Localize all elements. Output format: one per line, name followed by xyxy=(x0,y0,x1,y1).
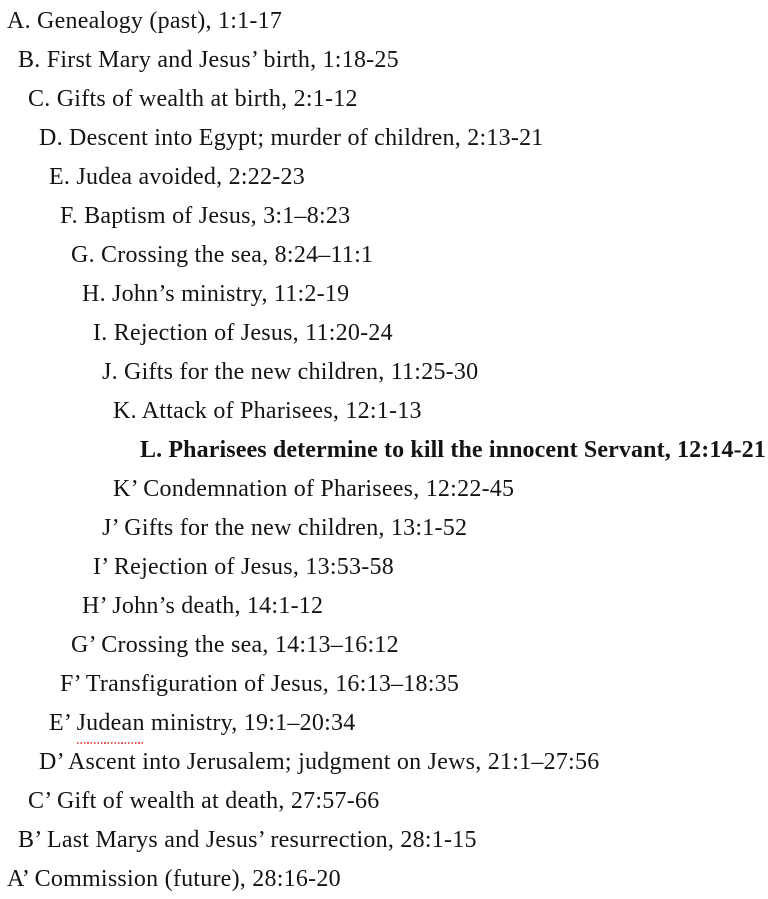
outline-line xyxy=(0,665,768,704)
outline-line-text: A’ Commission (future), 28:16-20 xyxy=(7,866,341,892)
outline-line-text: F’ Transfiguration of Jesus, 16:13–18:35 xyxy=(60,671,460,697)
outline-line xyxy=(0,704,768,743)
outline-line xyxy=(0,860,768,899)
outline-line-text: B. First Mary and Jesus’ birth, 1:18-25 xyxy=(18,47,399,73)
outline-line xyxy=(0,587,768,626)
outline-line-text: J. Gifts for the new children, 11:25-30 xyxy=(102,359,479,385)
outline-line-text-before: E’ xyxy=(49,710,77,736)
outline-line-text: K’ Condemnation of Pharisees, 12:22-45 xyxy=(113,476,515,502)
outline-line-text: L. Pharisees determine to kill the innocent Servant, 12:14-21 xyxy=(140,437,766,463)
outline-line xyxy=(0,626,768,665)
outline-line xyxy=(0,119,768,158)
outline-line xyxy=(0,548,768,587)
outline-line xyxy=(0,275,768,314)
outline-line-text: J’ Gifts for the new children, 13:1-52 xyxy=(102,515,468,541)
outline-line xyxy=(0,509,768,548)
outline-line-text: I. Rejection of Jesus, 11:20-24 xyxy=(93,320,393,346)
outline-line xyxy=(0,236,768,275)
outline-line xyxy=(0,392,768,431)
outline-line-text: A. Genealogy (past), 1:1-17 xyxy=(7,8,283,34)
outline-line-text: H. John’s ministry, 11:2-19 xyxy=(82,281,350,307)
outline-line xyxy=(0,431,768,470)
outline-line xyxy=(0,2,768,41)
outline-line xyxy=(0,743,768,782)
outline-line xyxy=(0,80,768,119)
outline-line-text: G’ Crossing the sea, 14:13–16:12 xyxy=(71,632,399,658)
outline-line-text: E. Judea avoided, 2:22-23 xyxy=(49,164,305,190)
spellcheck-misspelled-word[interactable]: Judean xyxy=(77,704,145,743)
outline-line-text xyxy=(49,704,356,743)
outline-line xyxy=(0,158,768,197)
outline-line-text: I’ Rejection of Jesus, 13:53-58 xyxy=(93,554,394,580)
outline-line-text: C. Gifts of wealth at birth, 2:1-12 xyxy=(28,86,358,112)
outline-line xyxy=(0,314,768,353)
outline-line xyxy=(0,470,768,509)
outline-line xyxy=(0,782,768,821)
outline-line xyxy=(0,197,768,236)
outline-line-text: C’ Gift of wealth at death, 27:57-66 xyxy=(28,788,380,814)
outline-line-text: B’ Last Marys and Jesus’ resurrection, 28:1-15 xyxy=(18,827,477,853)
outline-line xyxy=(0,821,768,860)
outline-line-text: G. Crossing the sea, 8:24–11:1 xyxy=(71,242,374,268)
outline-line-text: D. Descent into Egypt; murder of children, 2:13-21 xyxy=(39,125,544,151)
outline-line-text: F. Baptism of Jesus, 3:1–8:23 xyxy=(60,203,351,229)
outline-line xyxy=(0,41,768,80)
outline-line-text: D’ Ascent into Jerusalem; judgment on Jews, 21:1–27:56 xyxy=(39,749,600,775)
outline-line xyxy=(0,353,768,392)
outline-line-text: H’ John’s death, 14:1-12 xyxy=(82,593,324,619)
outline-line-text-after: ministry, 19:1–20:34 xyxy=(144,710,356,736)
outline-line-text: K. Attack of Pharisees, 12:1-13 xyxy=(113,398,422,424)
